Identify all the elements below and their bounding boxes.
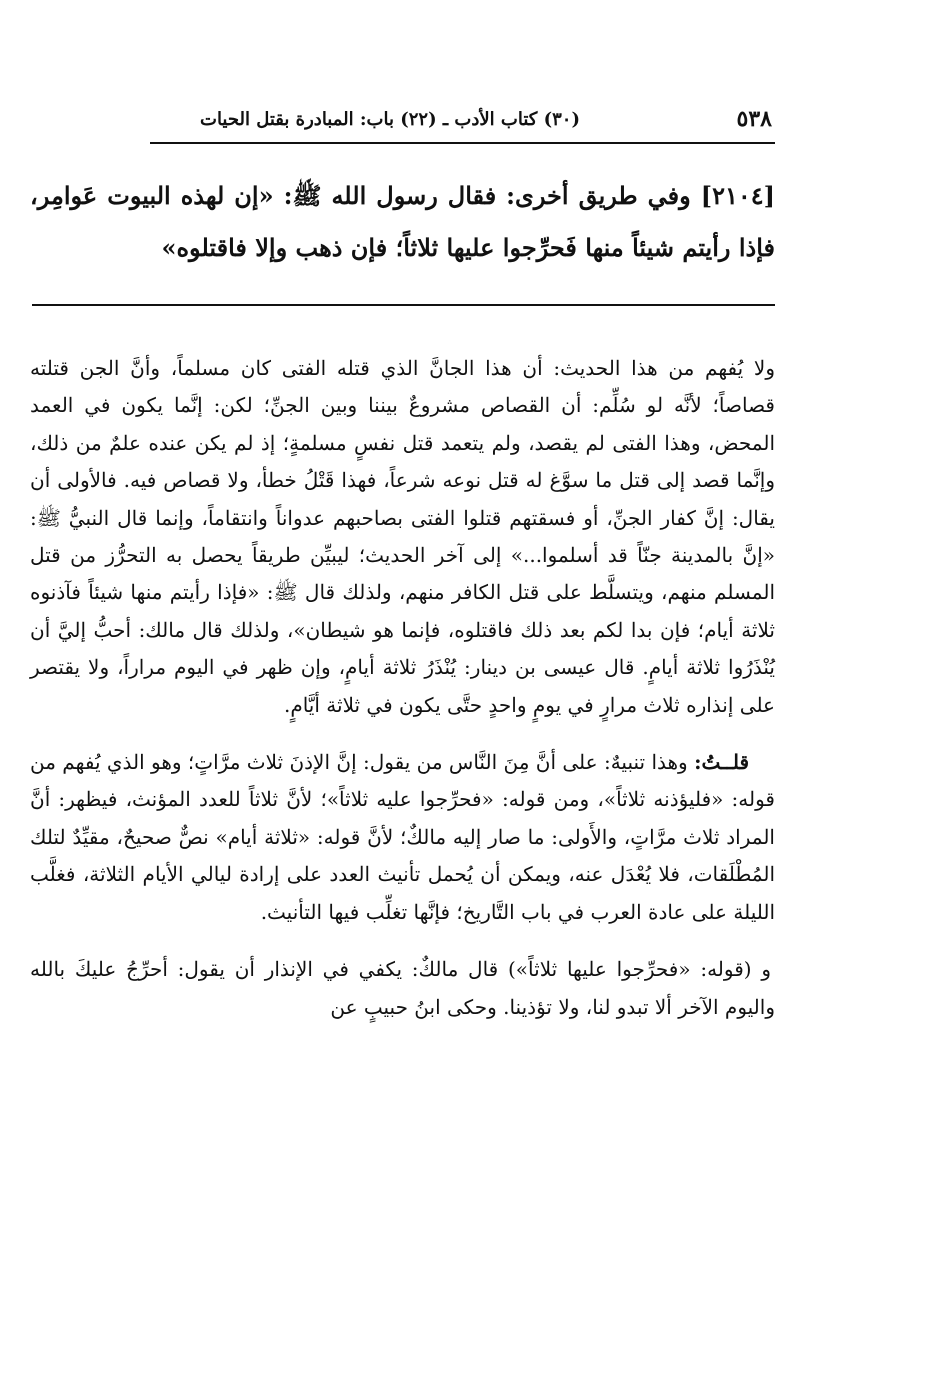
paragraph-text: ولا يُفهم من هذا الحديث: أن هذا الجانَّ الذي قتله الفتى كان مسلماً، وأنَّ الجن قتلته قصاصاً؛ لأنَّه لو سُلِّم: أن القصاص مشروعٌ بيننا وبين الجنِّ؛ لكن: إنَّما يكون في العمد المحض، وهذا الفتى لم يقصد، ولم يتعمد قتل نفسٍ مسلمةٍ؛ إذ لم يكن عنده علمٌ من ذلك، وإنَّما قصد إلى قتل ما سوَّغ له قتل نوعه شرعاً، فهذا قَتْلُ خطأ، ولا قصاص فيه. فالأولى أن يقال: إنَّ كفار الجنِّ، أو فسقتهم قتلوا الفتى بصاحبهم عدواناً وانتقاماً، وإنما قال النبيُّ ﷺ: «إنَّ بالمدينة جنّاً قد أسلموا...» إلى آخر الحديث؛ ليبيِّن طريقاً يحصل به التحرُّز من قتل المسلم منهم، ويتسلَّط على قتل الكافر منهم، ولذلك قال ﷺ: «فإذا رأيتم منها شيئاً فآذنوه ثلاثة أيام؛ فإن بدا لكم بعد ذلك فاقتلوه، فإنما هو شيطان»، ولذلك قال مالك: أحبُّ إليَّ أن يُنْذَرُوا ثلاثة أيامٍ. قال عيسى بن دينار: يُنْذَرُ ثلاثة أيامٍ، وإن ظهر في اليوم مراراً، ولا يقتصر على إنذاره ثلاث مرارٍ في يومٍ واحدٍ حتَّى يكون في ثلاثة أيَّامٍ. (30, 356, 775, 717)
page-number: ٥٣٨ (736, 106, 772, 132)
paragraph-text: و (قوله: «فحرِّجوا عليها ثلاثاً») قال مالكٌ: يكفي في الإنذار أن يقول: أحرِّجُ عليكَ بالله واليوم الآخر ألا تبدو لنا، ولا تؤذينا. وحكى ابنُ حبيبٍ عن (30, 957, 775, 1019)
header-rule (150, 142, 775, 144)
hadith-text: [٢١٠٤] وفي طريق أخرى: فقال رسول الله ﷺ: «إن لهذه البيوت عَوامِر، فإذا رأيتم شيئاً منها فَحرِّجوا عليها ثلاثاً؛ فإن ذهب وإلا فاقتلوه» (30, 181, 775, 262)
commentary (30, 350, 775, 1046)
commentary-paragraph (30, 350, 775, 724)
commentary-paragraph (30, 951, 775, 1026)
paragraph-text: وهذا تنبيهٌ: على أنَّ مِنَ النَّاس من يقول: إنَّ الإذنَ ثلاث مرَّاتٍ؛ وهو الذي يُفهم من قوله: «فليؤذنه ثلاثاً»، ومن قوله: «فحرِّجوا عليه ثلاثاً»؛ لأنَّ ثلاثاً للعدد المؤنث، فيظهر: أنَّ المراد ثلاث مرَّاتٍ، والأَولى: ما صار إليه مالكٌ؛ لأنَّ قوله: «ثلاثة أيام» نصٌّ صحيحٌ، مقيِّدٌ لتلك المُطْلَقات، فلا يُعْدَل عنه، ويمكن أن يُحمل تأنيث العدد على إرادة ليالي الأيام الثلاثة، فغلَّب الليلة على عادة العرب في باب التَّاريخ؛ فإنَّها تغلِّب فيها التأنيث. (30, 750, 775, 924)
section-divider (32, 304, 775, 306)
commentary-paragraph (30, 744, 775, 931)
page-header (200, 106, 772, 140)
paragraph-lead: قلــتُ: (694, 750, 749, 775)
running-title: (٣٠) كتاب الأدب ـ (٢٢) باب: المبادرة بقتل الحيات (200, 109, 581, 130)
